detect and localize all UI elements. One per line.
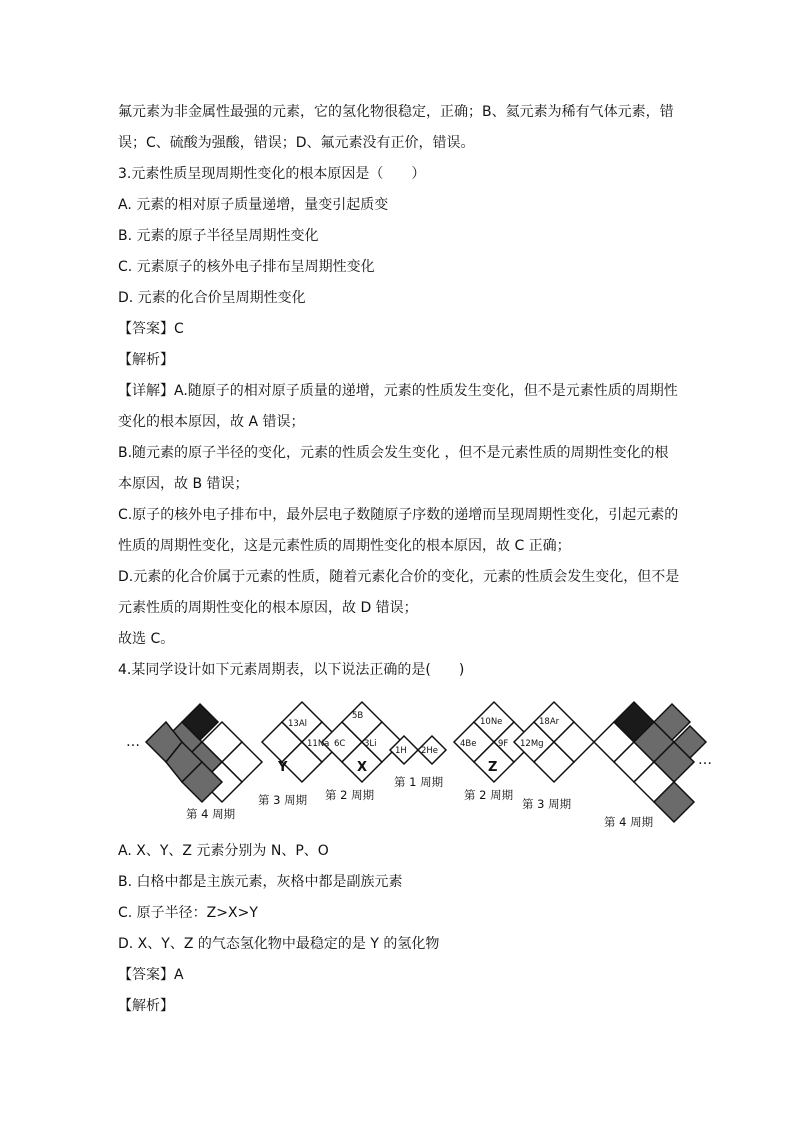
question-3: 3.元素性质呈现周期性变化的根本原因是（ ） <box>118 166 426 182</box>
periodic-table-figure <box>124 700 714 835</box>
cell-na: 11Na <box>307 739 330 749</box>
ellipsis-left: … <box>126 734 140 750</box>
option-a: A. X、Y、Z 元素分别为 N、P、O <box>118 843 329 859</box>
answer-label: 【答案】C <box>118 321 184 337</box>
cell-z: Z <box>488 760 498 775</box>
cell-li: 3Li <box>364 739 377 749</box>
option-c: C. 原子半径：Z>X>Y <box>118 905 258 921</box>
cell-b: 5B <box>352 711 364 721</box>
cell-ne: 10Ne <box>480 717 503 727</box>
cell-y: Y <box>278 760 288 775</box>
cell-al: 13Al <box>288 719 307 729</box>
question-4: 4.某同学设计如下元素周期表，以下说法正确的是( ) <box>118 662 465 678</box>
period-label: 第 1 周期 <box>394 775 444 789</box>
period-label: 第 3 周期 <box>522 797 572 811</box>
option-b: B. 白格中都是主族元素，灰格中都是副族元素 <box>118 874 403 890</box>
analysis-label: 【解析】 <box>118 352 174 368</box>
cell-x: X <box>357 760 368 775</box>
cell-ar: 18Ar <box>539 717 560 727</box>
option-c: C. 元素原子的核外电子排布呈周期性变化 <box>118 259 375 275</box>
text-line: 性质的周期性变化，这是元素性质的周期性变化的根本原因，故 C 正确； <box>118 538 571 554</box>
text-line: 变化的根本原因，故 A 错误； <box>118 414 305 430</box>
option-d: D. 元素的化合价呈周期性变化 <box>118 290 306 306</box>
text-line: 【详解】A.随原子的相对原子质量的递增，元素的性质发生变化，但不是元素性质的周期性 <box>118 383 678 399</box>
option-b: B. 元素的原子半径呈周期性变化 <box>118 228 319 244</box>
analysis-label: 【解析】 <box>118 998 174 1014</box>
answer-label: 【答案】A <box>118 967 184 983</box>
text-line: D.元素的化合价属于元素的性质，随着元素化合价的变化，元素的性质会发生变化，但不是 <box>118 569 680 585</box>
text-line: B.随元素的原子半径的变化，元素的性质会发生变化 ，但不是元素性质的周期性变化的根 <box>118 445 669 461</box>
text-line: 误；C、硫酸为强酸，错误；D、氟元素没有正价，错误。 <box>118 135 475 151</box>
period-label: 第 4 周期 <box>604 815 654 829</box>
cell-f: 9F <box>498 739 509 749</box>
period-label: 第 2 周期 <box>464 788 514 802</box>
period-label: 第 3 周期 <box>258 793 308 807</box>
period-label: 第 2 周期 <box>325 788 375 802</box>
option-d: D. X、Y、Z 的气态氢化物中最稳定的是 Y 的氢化物 <box>118 936 440 952</box>
text-line: 氟元素为非金属性最强的元素，它的氢化物很稳定，正确；B、氦元素为稀有气体元素，错 <box>118 104 674 120</box>
cell-he: 2He <box>421 746 439 756</box>
text-line: 本原因，故 B 错误； <box>118 476 249 492</box>
cell-h: 1H <box>395 746 407 756</box>
period-label: 第 4 周期 <box>186 807 236 821</box>
option-a: A. 元素的相对原子质量递增，量变引起质变 <box>118 197 389 213</box>
text-line: 故选 C。 <box>118 631 175 647</box>
cell-mg: 12Mg <box>520 739 544 749</box>
text-line: 元素性质的周期性变化的根本原因，故 D 错误； <box>118 600 418 616</box>
text-line: C.原子的核外电子排布中，最外层电子数随原子序数的递增而呈现周期性变化，引起元素的 <box>118 507 679 523</box>
cell-c: 6C <box>334 739 346 749</box>
ellipsis-right: … <box>698 752 712 768</box>
cell-be: 4Be <box>460 739 477 749</box>
